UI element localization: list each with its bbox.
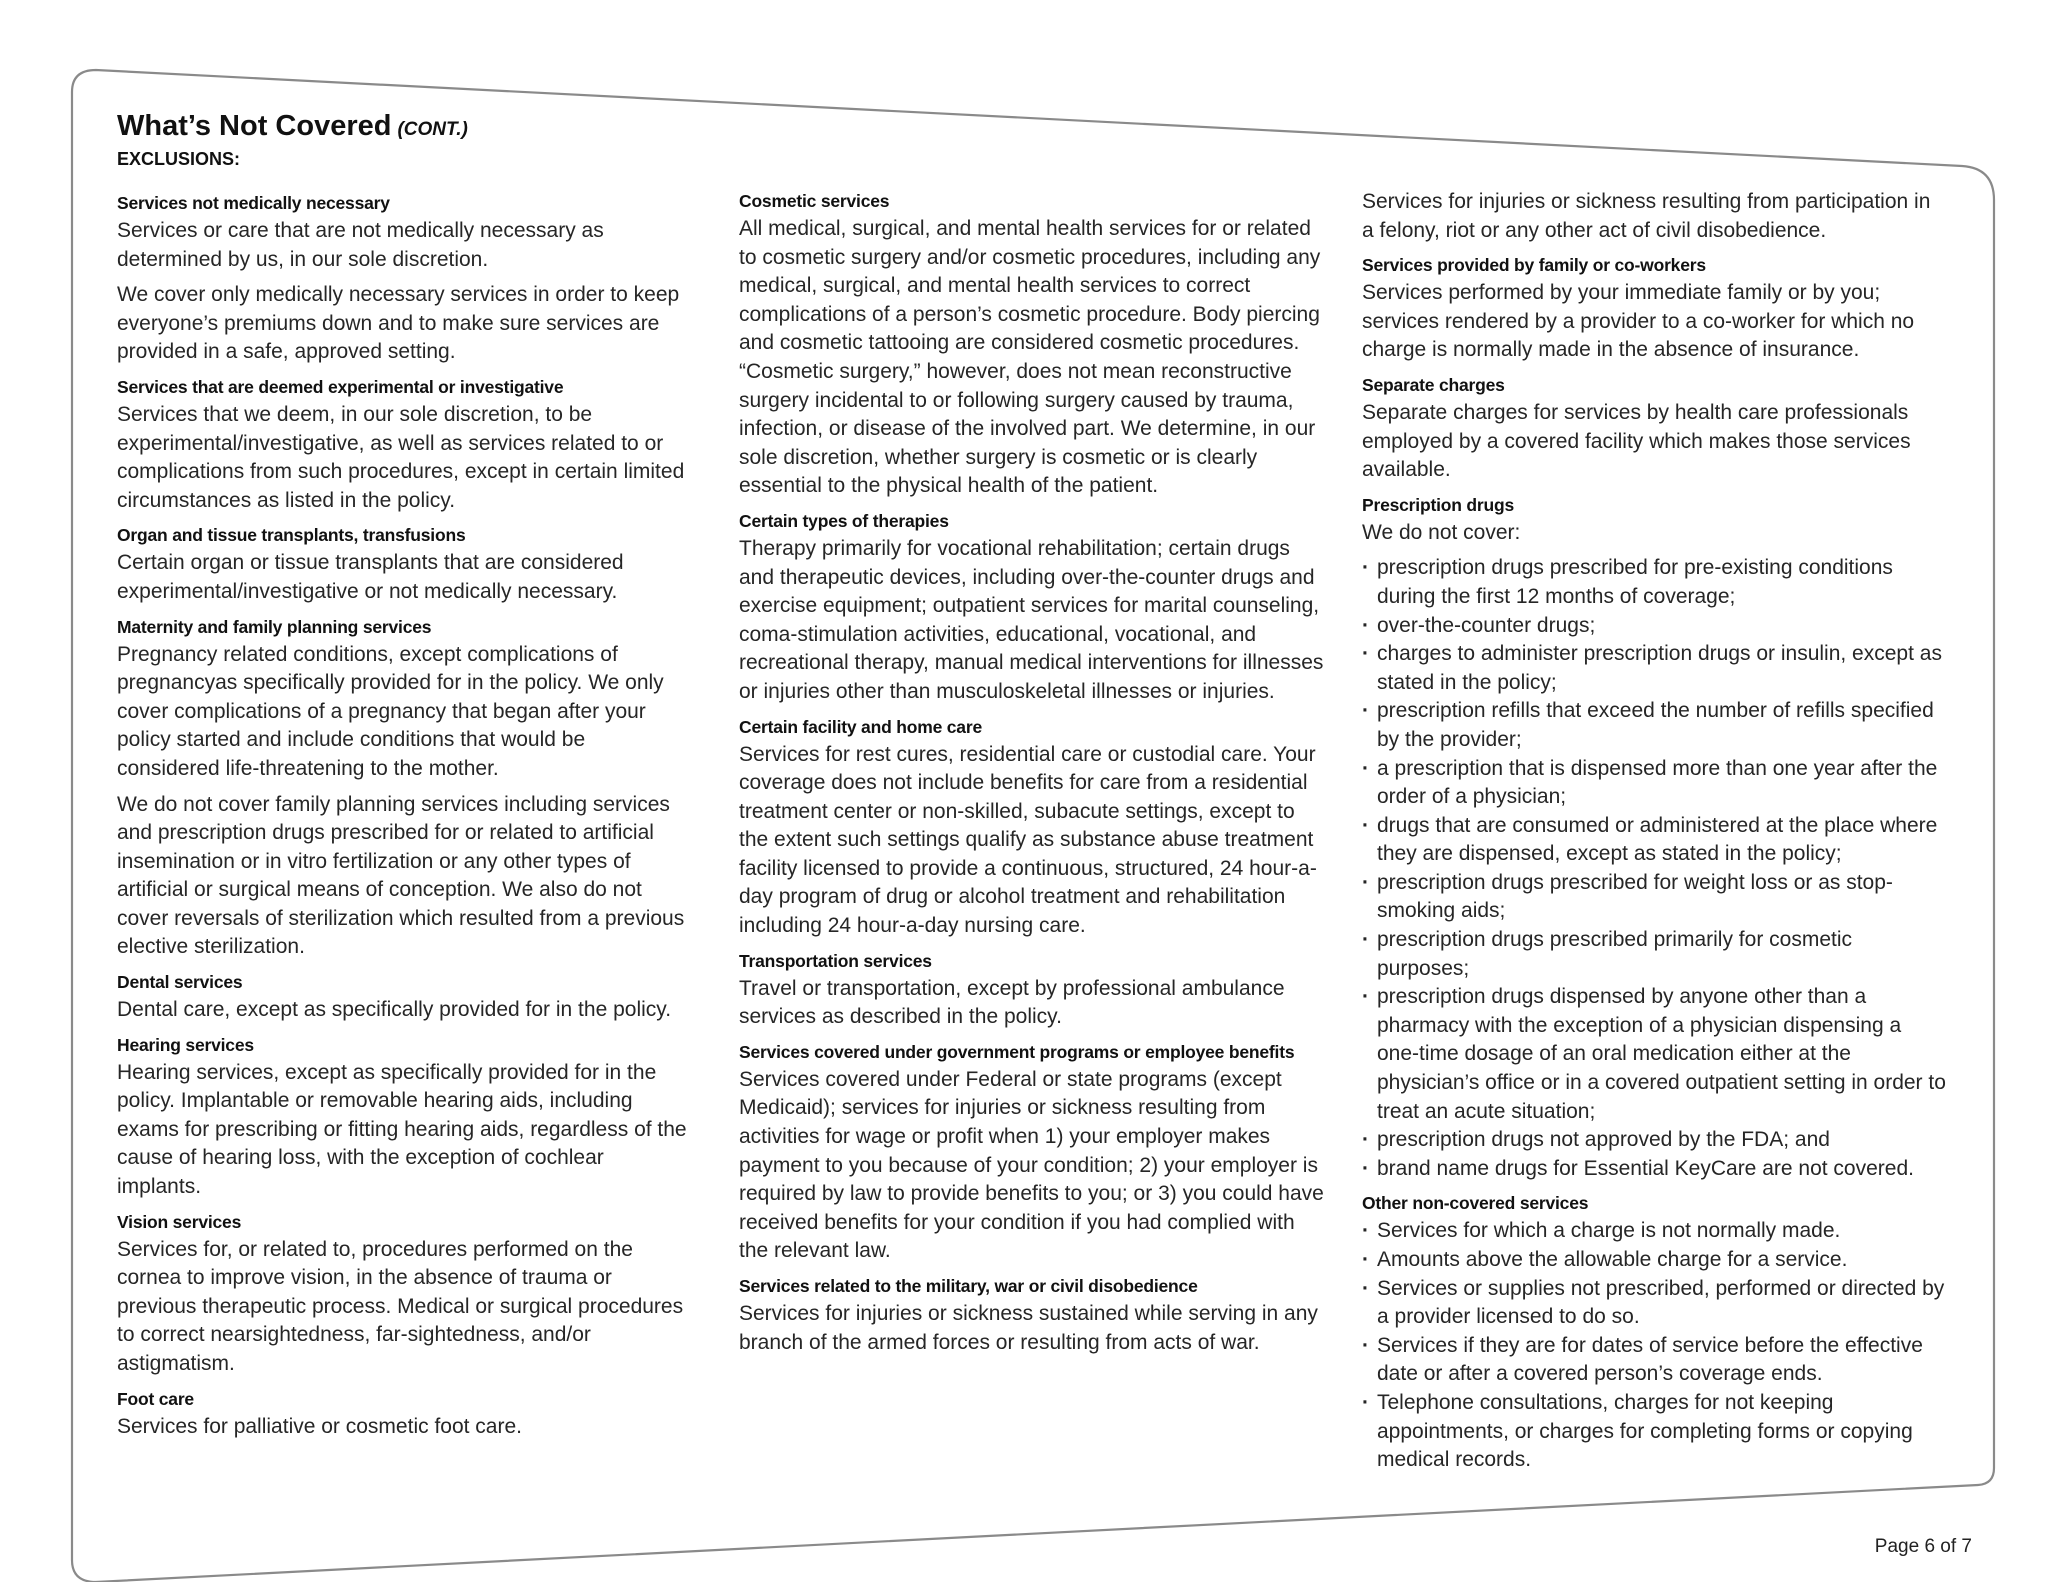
column-3 [1362,188,1947,1482]
bullet-item: · prescription drugs prescribed primarily for cosmetic purposes; [1362,926,1947,983]
exclusion-section [117,1032,692,1202]
section-heading: Services provided by family or co-workers [1362,255,1706,276]
section-paragraph: Services for injuries or sickness resulting from participation in a felony, riot or any other act of civil disobedience. [1362,190,1931,242]
exclusion-section [117,522,692,606]
section-paragraph: Travel or transportation, except by professional ambulance services as described in the policy. [739,976,1285,1029]
section-heading: Certain facility and home care [739,716,982,737]
bullet-item: · prescription refills that exceed the number of refills specified by the provider; [1362,697,1947,754]
section-paragraph: We cover only medically necessary services in order to keep everyone’s premiums down and to make sure services are provided in a safe, approved setting. [117,283,680,364]
bullet-item: · Services if they are for dates of service before the effective date or after a covered person’s coverage ends. [1362,1332,1947,1389]
section-heading: Services covered under government programs or employee benefits [739,1041,1295,1062]
bullet-item: · Services for which a charge is not normally made. [1362,1217,1947,1246]
section-heading: Foot care [117,1388,194,1409]
page-title [117,110,468,143]
section-heading: Services not medically necessary [117,193,390,213]
exclusion-section [739,508,1329,707]
section-heading: Prescription drugs [1362,494,1514,515]
column-2 [739,188,1329,1364]
bullet-item: · over-the-counter drugs; [1362,612,1947,641]
section-paragraph: All medical, surgical, and mental health services for or related to cosmetic surgery and/or cosmetic procedures, including any medical, surgical, and mental health services to correct complications of a person’s cosmetic procedure. Body piercing and cosmetic tattooing are considered cosmetic procedures. “Cosmetic surgery,” however, does not mean reconstructive surgery incidental to or following surgery caused by trauma, infection, or disease of the involved part. We determine, in our sole discretion, whether surgery is cosmetic or is clearly essential to the physical health of the patient. [739,217,1321,498]
section-paragraph: Services or care that are not medically necessary as determined by us, in our sole discretion. [117,219,604,271]
section-heading: Transportation services [739,950,932,971]
section-paragraph: Certain organ or tissue transplants that are considered experimental/investigative or not medically necessary. [117,551,624,603]
section-paragraph: Services for rest cures, residential care or custodial care. Your coverage does not include benefits for care from a residential treatment center or non-skilled, subacute settings, except to the extent such settings qualify as substance abuse treatment facility licensed to provide a continuous, structured, 24 hour-a-day program of drug or alcohol treatment and rehabilitation including 24 hour-a-day nursing care. [739,742,1317,938]
section-paragraph: Services covered under Federal or state programs (except Medicaid); services for injuries or sickness resulting from activities for wage or profit when 1) your employer makes payment to you because of your condition; 2) your employer is required by law to provide benefits to you; or 3) you could have received benefits for your condition if you had complied with the relevant law. [739,1067,1324,1263]
section-paragraph: We do not cover: [1362,520,1521,544]
bullet-item: · Amounts above the allowable charge for a service. [1362,1246,1947,1275]
section-paragraph: Pregnancy related conditions, except complications of pregnancyas specifically provided for in the policy. We only cover complications of a pregnancy that began after your policy started and include conditions that would be considered life-threatening to the mother. [117,642,664,780]
exclusion-section [117,969,692,1025]
section-heading: Cosmetic services [739,191,890,211]
exclusion-section [117,374,692,515]
section-paragraph: Services for, or related to, procedures performed on the cornea to improve vision, in the absence of trauma or previous therapeutic process. Medical or surgical procedures to correct nearsightedness, far-sightedness, and/or astigmatism. [117,1237,684,1375]
exclusion-section [1362,252,1947,365]
exclusion-section [739,188,1329,501]
exclusion-section [1362,372,1947,485]
bullet-item: · Services or supplies not prescribed, performed or directed by a provider licensed to do so. [1362,1275,1947,1332]
section-paragraph: Hearing services, except as specifically provided for in the policy. Implantable or removable hearing aids, including exams for prescribing or fitting hearing aids, regardless of the cause of hearing loss, with the exception of cochlear implants. [117,1060,687,1199]
section-paragraph: Services that we deem, in our sole discretion, to be experimental/investigative, as well as services related to or complications from such procedures, except in certain limited circumstances as listed in the policy. [117,402,685,512]
section-paragraph: Services for palliative or cosmetic foot care. [117,1414,522,1438]
exclusion-section [739,714,1329,941]
exclusion-section [1362,188,1947,245]
exclusion-section [739,1039,1329,1266]
section-paragraph: Dental care, except as specifically provided for in the policy. [117,998,672,1022]
section-heading: Hearing services [117,1034,254,1055]
bullet-item: · prescription drugs prescribed for weight loss or as stop-smoking aids; [1362,869,1947,926]
section-heading: Vision services [117,1211,242,1232]
section-heading: Services that are deemed experimental or investigative [117,376,564,397]
bullet-item: · brand name drugs for Essential KeyCare are not covered. [1362,1155,1947,1184]
bullet-item: · drugs that are consumed or administered at the place where they are dispensed, except as stated in the policy; [1362,812,1947,869]
section-paragraph: Services performed by your immediate family or by you; services rendered by a provider to a co-worker for which no charge is normally made in the absence of insurance. [1362,281,1915,362]
section-paragraph: Services for injuries or sickness sustained while serving in any branch of the armed forces or resulting from acts of war. [739,1302,1318,1354]
bullet-item: · prescription drugs not approved by the FDA; and [1362,1126,1947,1155]
exclusion-section [1362,1190,1947,1474]
exclusion-section [117,1209,692,1379]
exclusions-label: EXCLUSIONS: [117,149,241,169]
section-heading: Organ and tissue transplants, transfusions [117,525,466,546]
section-paragraph: Separate charges for services by health care professionals employed by a covered facility which makes those services available. [1362,400,1911,482]
column-1 [117,190,692,1448]
exclusion-section [1362,492,1947,1184]
exclusion-section [739,1273,1329,1357]
page-number: Page 6 of 7 [1874,1536,1972,1557]
section-heading: Other non-covered services [1362,1193,1589,1214]
section-heading: Separate charges [1362,374,1505,395]
bullet-item: · charges to administer prescription drugs or insulin, except as stated in the policy; [1362,640,1947,697]
exclusion-section [739,948,1329,1032]
section-paragraph: Therapy primarily for vocational rehabilitation; certain drugs and therapeutic devices, including over-the-counter drugs and exercise equipment; outpatient services for marital counseling, coma-stimulation activities, educational, vocational, and recreational therapy, manual medical interventions for illnesses or injuries other than musculoskeletal illnesses or injuries. [739,536,1324,703]
exclusion-section [117,190,692,367]
section-heading: Services related to the military, war or civil disobedience [739,1276,1198,1296]
section-paragraph: We do not cover family planning services including services and prescription drugs prescribed for or related to artificial insemination or in vitro fertilization or any other types of artificial or surgical means of conception. We also do not cover reversals of sterilization which resulted from a previous elective sterilization. [117,792,685,959]
section-heading: Dental services [117,972,243,993]
exclusion-section [117,614,692,963]
bullet-item: · a prescription that is dispensed more than one year after the order of a physician; [1362,755,1947,812]
bullet-list [1362,1217,1947,1474]
bullet-item: · prescription drugs prescribed for pre-existing conditions during the first 12 months of coverage; [1362,554,1947,611]
section-heading: Certain types of therapies [739,510,949,531]
exclusion-section [117,1386,692,1442]
section-heading: Maternity and family planning services [117,616,432,637]
page-title-suffix: (CONT.) [397,119,468,140]
page-title-text: What’s Not Covered [117,110,392,142]
bullet-item: · Telephone consultations, charges for not keeping appointments, or charges for completing forms or copying medical records. [1362,1389,1947,1475]
bullet-list [1362,554,1947,1183]
bullet-item: · prescription drugs dispensed by anyone other than a pharmacy with the exception of a physician dispensing a one-time dosage of an oral medication either at the physician’s office or in a covered outpatient setting in order to treat an acute situation; [1362,983,1947,1126]
